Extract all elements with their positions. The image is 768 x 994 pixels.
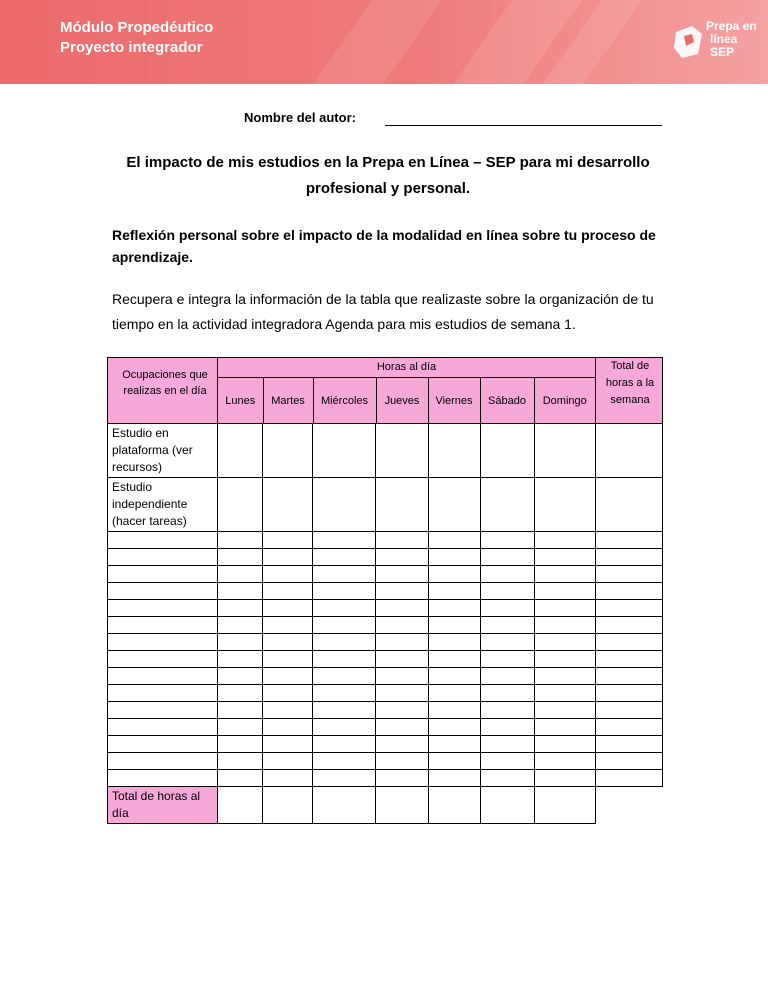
hour-cell[interactable]: [534, 478, 595, 532]
day-header: Viernes: [428, 378, 480, 423]
hour-cell[interactable]: [313, 549, 376, 566]
hour-cell[interactable]: [218, 617, 263, 634]
hour-cell[interactable]: [480, 532, 534, 549]
hour-cell[interactable]: [480, 549, 534, 566]
hour-cell[interactable]: [534, 583, 595, 600]
day-header: Miércoles: [313, 378, 376, 423]
hour-cell[interactable]: [480, 719, 534, 736]
occupations-header: Ocupaciones que realizas en el día: [108, 358, 218, 424]
table-row: [108, 753, 663, 770]
hour-cell[interactable]: [313, 702, 376, 719]
hour-cell[interactable]: [596, 478, 663, 532]
row-label-empty: [108, 685, 218, 702]
hour-cell[interactable]: [263, 634, 313, 651]
hour-cell[interactable]: [534, 753, 595, 770]
hour-cell[interactable]: [263, 549, 313, 566]
hour-cell[interactable]: [596, 583, 663, 600]
table-row: [108, 787, 663, 824]
hour-cell[interactable]: [263, 424, 313, 478]
hour-cell[interactable]: [428, 617, 480, 634]
table-row: [108, 651, 663, 668]
hour-cell[interactable]: [480, 770, 534, 787]
hour-cell[interactable]: [376, 634, 428, 651]
instruction-paragraph: Recupera e integra la información de la tabla que realizaste sobre la organización de tu tiempo en la actividad integradora Agenda para mis estudios de semana 1.: [112, 291, 654, 332]
hour-cell[interactable]: [218, 787, 263, 824]
hour-cell[interactable]: [313, 566, 376, 583]
hour-cell[interactable]: [428, 651, 480, 668]
hour-cell[interactable]: [313, 736, 376, 753]
schedule-table: [107, 357, 663, 824]
hour-cell[interactable]: [480, 685, 534, 702]
hour-cell[interactable]: [534, 770, 595, 787]
hour-cell[interactable]: [263, 787, 313, 824]
author-label: Nombre del autor:: [244, 110, 356, 125]
hour-cell[interactable]: [263, 566, 313, 583]
hour-cell[interactable]: [313, 668, 376, 685]
row-label-empty: [108, 753, 218, 770]
hour-cell[interactable]: [376, 566, 428, 583]
hour-cell[interactable]: [263, 532, 313, 549]
hour-cell[interactable]: [263, 651, 313, 668]
hour-cell[interactable]: [313, 583, 376, 600]
hour-cell[interactable]: [428, 719, 480, 736]
author-name-line[interactable]: [385, 125, 662, 126]
hour-cell[interactable]: [480, 702, 534, 719]
row-label-empty: [108, 736, 218, 753]
table-row: [108, 770, 663, 787]
hour-cell[interactable]: [428, 478, 480, 532]
hour-cell[interactable]: [534, 532, 595, 549]
hour-cell[interactable]: [263, 617, 313, 634]
hour-cell[interactable]: [428, 685, 480, 702]
hour-cell[interactable]: [596, 532, 663, 549]
hour-cell[interactable]: [218, 600, 263, 617]
hour-cell[interactable]: [218, 668, 263, 685]
hour-cell[interactable]: [480, 583, 534, 600]
hour-cell[interactable]: [428, 736, 480, 753]
table-row: [108, 702, 663, 719]
hour-cell[interactable]: [263, 685, 313, 702]
day-header: Jueves: [376, 378, 428, 423]
table-row: [108, 478, 663, 532]
hour-cell[interactable]: [376, 736, 428, 753]
table-row: [108, 736, 663, 753]
header-banner: [0, 0, 768, 84]
hour-cell[interactable]: [376, 787, 428, 824]
hour-cell[interactable]: [263, 736, 313, 753]
hour-cell[interactable]: [376, 617, 428, 634]
hour-cell[interactable]: [480, 478, 534, 532]
hour-cell[interactable]: [428, 770, 480, 787]
hour-cell[interactable]: [534, 668, 595, 685]
hour-cell[interactable]: [376, 719, 428, 736]
row-label: Estudio independiente (hacer tareas): [108, 478, 218, 532]
hour-cell[interactable]: [376, 424, 428, 478]
table-row: [108, 583, 663, 600]
hour-cell[interactable]: [218, 549, 263, 566]
hour-cell[interactable]: [480, 668, 534, 685]
hour-cell[interactable]: [534, 736, 595, 753]
hour-cell[interactable]: [428, 566, 480, 583]
hour-cell[interactable]: [263, 702, 313, 719]
logo-text-1: Prepa en: [706, 19, 757, 33]
hour-cell[interactable]: [218, 634, 263, 651]
hour-cell[interactable]: [218, 532, 263, 549]
hour-cell[interactable]: [376, 478, 428, 532]
hour-cell[interactable]: [534, 617, 595, 634]
hour-cell[interactable]: [218, 753, 263, 770]
hour-cell[interactable]: [480, 566, 534, 583]
hour-cell[interactable]: [313, 651, 376, 668]
row-label-empty: [108, 770, 218, 787]
table-row: [108, 566, 663, 583]
hour-cell[interactable]: [263, 583, 313, 600]
row-label-empty: [108, 719, 218, 736]
table-row: [108, 532, 663, 549]
section-subtitle: Reflexión personal sobre el impacto de la modalidad en línea sobre tu proceso de aprendizaje.: [112, 227, 656, 265]
logo-mark-icon: [672, 22, 706, 60]
hour-cell[interactable]: [534, 600, 595, 617]
hour-cell[interactable]: [263, 719, 313, 736]
row-label-empty: [108, 532, 218, 549]
day-header: Martes: [263, 378, 313, 423]
hour-cell[interactable]: [596, 685, 663, 702]
module-title: Módulo Propedéutico: [60, 19, 214, 36]
row-label-empty: [108, 702, 218, 719]
table-row: [108, 424, 663, 478]
hour-cell[interactable]: [218, 478, 263, 532]
hour-cell[interactable]: [534, 634, 595, 651]
hour-cell[interactable]: [428, 753, 480, 770]
hour-cell[interactable]: [428, 600, 480, 617]
hour-cell[interactable]: [480, 651, 534, 668]
hour-cell[interactable]: [534, 424, 595, 478]
hour-cell[interactable]: [313, 617, 376, 634]
hour-cell[interactable]: [376, 583, 428, 600]
table-row: [108, 719, 663, 736]
days-subtable: [218, 378, 595, 423]
row-label: Total de horas al día: [108, 787, 218, 824]
hour-cell[interactable]: [376, 549, 428, 566]
hour-cell[interactable]: [263, 770, 313, 787]
day-header: Lunes: [225, 394, 256, 407]
row-label-empty: [108, 583, 218, 600]
hour-cell[interactable]: [376, 702, 428, 719]
hour-cell[interactable]: [218, 583, 263, 600]
hour-cell[interactable]: [534, 787, 595, 824]
hour-cell[interactable]: [480, 617, 534, 634]
hour-cell[interactable]: [313, 478, 376, 532]
hour-cell[interactable]: [596, 424, 663, 478]
hour-cell[interactable]: [596, 753, 663, 770]
hour-cell[interactable]: [534, 651, 595, 668]
hour-cell[interactable]: [428, 424, 480, 478]
hour-cell[interactable]: [313, 770, 376, 787]
hour-cell[interactable]: [263, 478, 313, 532]
hour-cell[interactable]: [376, 753, 428, 770]
blank-corner: [596, 787, 663, 824]
hour-cell[interactable]: [596, 702, 663, 719]
logo-text-3: SEP: [710, 45, 735, 59]
row-label-empty: [108, 668, 218, 685]
days-header-cell: [218, 358, 596, 424]
hour-cell[interactable]: [596, 719, 663, 736]
table-row: [108, 685, 663, 702]
row-label-empty: [108, 651, 218, 668]
hour-cell[interactable]: [263, 753, 313, 770]
hour-cell[interactable]: [376, 668, 428, 685]
hour-cell[interactable]: [313, 600, 376, 617]
hour-cell[interactable]: [428, 787, 480, 824]
hour-cell[interactable]: [218, 770, 263, 787]
hour-cell[interactable]: [428, 702, 480, 719]
hour-cell[interactable]: [596, 617, 663, 634]
hour-cell[interactable]: [596, 668, 663, 685]
hour-cell[interactable]: [218, 736, 263, 753]
hour-cell[interactable]: [596, 634, 663, 651]
row-label-empty: [108, 566, 218, 583]
project-title: Proyecto integrador: [60, 39, 203, 56]
day-header: Sábado: [480, 378, 534, 423]
hour-cell[interactable]: [218, 566, 263, 583]
hour-cell[interactable]: [263, 668, 313, 685]
row-label-empty: [108, 549, 218, 566]
hour-cell[interactable]: [596, 549, 663, 566]
hour-cell[interactable]: [376, 685, 428, 702]
hour-cell[interactable]: [313, 424, 376, 478]
hour-cell[interactable]: [596, 770, 663, 787]
hour-cell[interactable]: [313, 532, 376, 549]
hour-cell[interactable]: [428, 668, 480, 685]
hour-cell[interactable]: [480, 787, 534, 824]
row-label-empty: [108, 600, 218, 617]
hour-cell[interactable]: [313, 787, 376, 824]
hour-cell[interactable]: [534, 566, 595, 583]
hour-cell[interactable]: [428, 549, 480, 566]
hour-cell[interactable]: [428, 532, 480, 549]
hour-cell[interactable]: [218, 719, 263, 736]
days-row: [218, 378, 595, 423]
hour-cell[interactable]: [534, 549, 595, 566]
logo-text-2: línea: [710, 32, 738, 46]
hour-cell[interactable]: [313, 719, 376, 736]
hour-cell[interactable]: [218, 685, 263, 702]
total-week-header: Total de horas a la semana: [596, 358, 663, 424]
hour-cell[interactable]: [534, 719, 595, 736]
hour-cell[interactable]: [218, 424, 263, 478]
hour-cell[interactable]: [313, 634, 376, 651]
hour-cell[interactable]: [313, 753, 376, 770]
document-title: El impacto de mis estudios en la Prepa en Línea – SEP para mi desarrollo profesional y personal.: [126, 154, 650, 197]
hour-cell[interactable]: [596, 566, 663, 583]
hour-cell[interactable]: [313, 685, 376, 702]
row-label-empty: [108, 634, 218, 651]
hour-cell[interactable]: [480, 600, 534, 617]
day-header: Domingo: [534, 378, 595, 423]
hour-cell[interactable]: [480, 424, 534, 478]
table-row: [108, 549, 663, 566]
hour-cell[interactable]: [428, 634, 480, 651]
hour-cell[interactable]: [480, 634, 534, 651]
hour-cell[interactable]: [376, 532, 428, 549]
row-label-empty: [108, 617, 218, 634]
hours-header: Horas al día: [218, 358, 595, 378]
hour-cell[interactable]: [263, 600, 313, 617]
hour-cell[interactable]: [376, 770, 428, 787]
table-row: [108, 668, 663, 685]
hour-cell[interactable]: [534, 685, 595, 702]
hour-cell[interactable]: [218, 651, 263, 668]
hour-cell[interactable]: [376, 651, 428, 668]
hour-cell[interactable]: [534, 702, 595, 719]
hour-cell[interactable]: [596, 736, 663, 753]
row-label: Estudio en plataforma (ver recursos): [108, 424, 218, 478]
hour-cell[interactable]: [428, 583, 480, 600]
hour-cell[interactable]: [376, 600, 428, 617]
table-header-row: [108, 358, 663, 424]
hour-cell[interactable]: [480, 736, 534, 753]
prepa-logo: [670, 16, 760, 66]
hour-cell[interactable]: [480, 753, 534, 770]
hour-cell[interactable]: [218, 702, 263, 719]
table-row: [108, 617, 663, 634]
table-row: [108, 634, 663, 651]
hour-cell[interactable]: [596, 651, 663, 668]
table-row: [108, 600, 663, 617]
hour-cell[interactable]: [596, 600, 663, 617]
